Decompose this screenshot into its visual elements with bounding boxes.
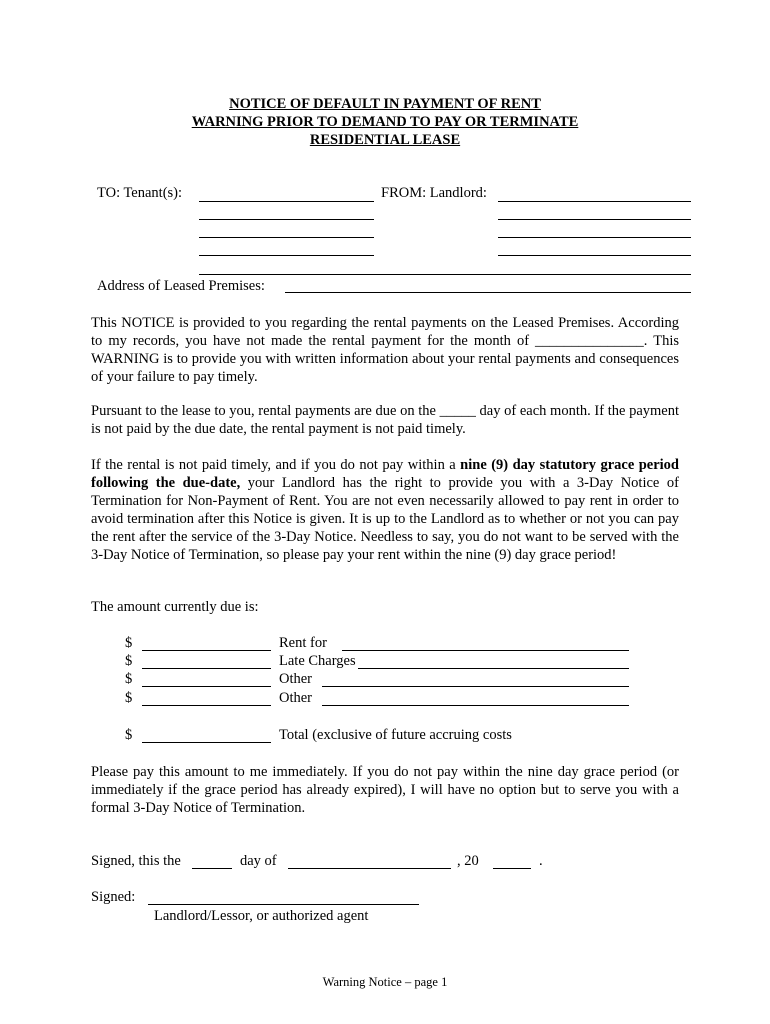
dollar-sign: $	[125, 671, 133, 687]
other-amount-line-1[interactable]	[142, 686, 271, 687]
signature-line[interactable]	[148, 904, 419, 905]
signed-month-line[interactable]	[288, 868, 451, 869]
title-line-2: WARNING PRIOR TO DEMAND TO PAY OR TERMINATE	[191, 114, 579, 130]
landlord-name-line-2[interactable]	[498, 219, 691, 220]
page-footer: Warning Notice – page 1	[322, 975, 448, 989]
total-amount-line[interactable]	[142, 742, 271, 743]
late-charges-detail-line[interactable]	[358, 668, 629, 669]
amount-label-other-2: Other	[279, 690, 313, 706]
title-line-3: RESIDENTIAL LEASE	[309, 132, 461, 148]
tenant-name-line-4[interactable]	[199, 255, 374, 256]
amount-label-rent-for: Rent for	[279, 635, 327, 651]
landlord-name-line-3[interactable]	[498, 237, 691, 238]
address-label: Address of Leased Premises:	[97, 278, 265, 294]
landlord-name-line-4[interactable]	[498, 255, 691, 256]
other-detail-line-2[interactable]	[322, 705, 629, 706]
signed-this-label: Signed, this the	[91, 853, 181, 869]
grace-period-text-pre: If the rental is not paid timely, and if you do not pay within a	[91, 457, 461, 473]
dollar-sign: $	[125, 635, 133, 651]
amount-label-other-1: Other	[279, 671, 313, 687]
address-line-2[interactable]	[285, 292, 691, 293]
title-line-1: NOTICE OF DEFAULT IN PAYMENT OF RENT	[229, 96, 541, 112]
other-amount-line-2[interactable]	[142, 705, 271, 706]
to-tenant-label: TO: Tenant(s):	[97, 185, 183, 201]
paragraph-overdue-notice: This NOTICE is provided to you regarding the rental payments on the Leased Premises. According to my records, you have not made the rental payment for the month of _______________. This WARNING is to provide you with written information about your rental payments and consequences of your failure to pay timely.	[91, 315, 679, 385]
from-landlord-label: FROM: Landlord:	[381, 185, 487, 201]
late-charges-amount-line[interactable]	[142, 668, 271, 669]
signed-date-period: .	[539, 853, 543, 869]
signer-caption: Landlord/Lessor, or authorized agent	[154, 908, 369, 924]
tenant-name-line-3[interactable]	[199, 237, 374, 238]
paragraph-grace-period	[91, 456, 679, 564]
rent-month-line[interactable]	[342, 650, 629, 651]
dollar-sign: $	[125, 727, 133, 743]
other-detail-line-1[interactable]	[322, 686, 629, 687]
signed-day-line[interactable]	[192, 868, 232, 869]
year-prefix-label: , 20	[457, 853, 479, 869]
signed-label: Signed:	[91, 889, 136, 905]
amount-intro: The amount currently due is:	[91, 599, 259, 615]
tenant-name-line-2[interactable]	[199, 219, 374, 220]
dollar-sign: $	[125, 690, 133, 706]
landlord-name-line-1[interactable]	[498, 201, 691, 202]
amount-label-late-charges: Late Charges	[279, 653, 356, 669]
rent-amount-line[interactable]	[142, 650, 271, 651]
grace-period-text-post: your Landlord has the right to provide you with a 3-Day Notice of Termination for Non-Payment of Rent. You are not even necessarily allowed to pay rent in order to avoid termination after this Notice is given. It is up to the Landlord as to whether or not you can pay the rent after the service of the 3-Day Notice. Needless to say, you do not want to be served with the 3-Day Notice of Termination, so please pay your rent within the nine (9) day grace period!	[91, 475, 679, 563]
grace-period-bold-text: nine (9) day statutory grace period following the due-date,	[91, 457, 679, 491]
day-of-label: day of	[240, 853, 277, 869]
tenant-name-line-1[interactable]	[199, 201, 374, 202]
signed-year-line[interactable]	[493, 868, 531, 869]
total-label: Total (exclusive of future accruing costs	[279, 727, 512, 743]
paragraph-pay-immediately: Please pay this amount to me immediately. If you do not pay within the nine day grace period (or immediately if the grace period has already expired), I will have no option but to serve you with a formal 3-Day Notice of Termination.	[91, 764, 679, 816]
paragraph-due-date: Pursuant to the lease to you, rental payments are due on the _____ day of each month. If the payment is not paid by the due date, the rental payment is not paid timely.	[91, 403, 679, 437]
dollar-sign: $	[125, 653, 133, 669]
address-line-1[interactable]	[199, 274, 691, 275]
